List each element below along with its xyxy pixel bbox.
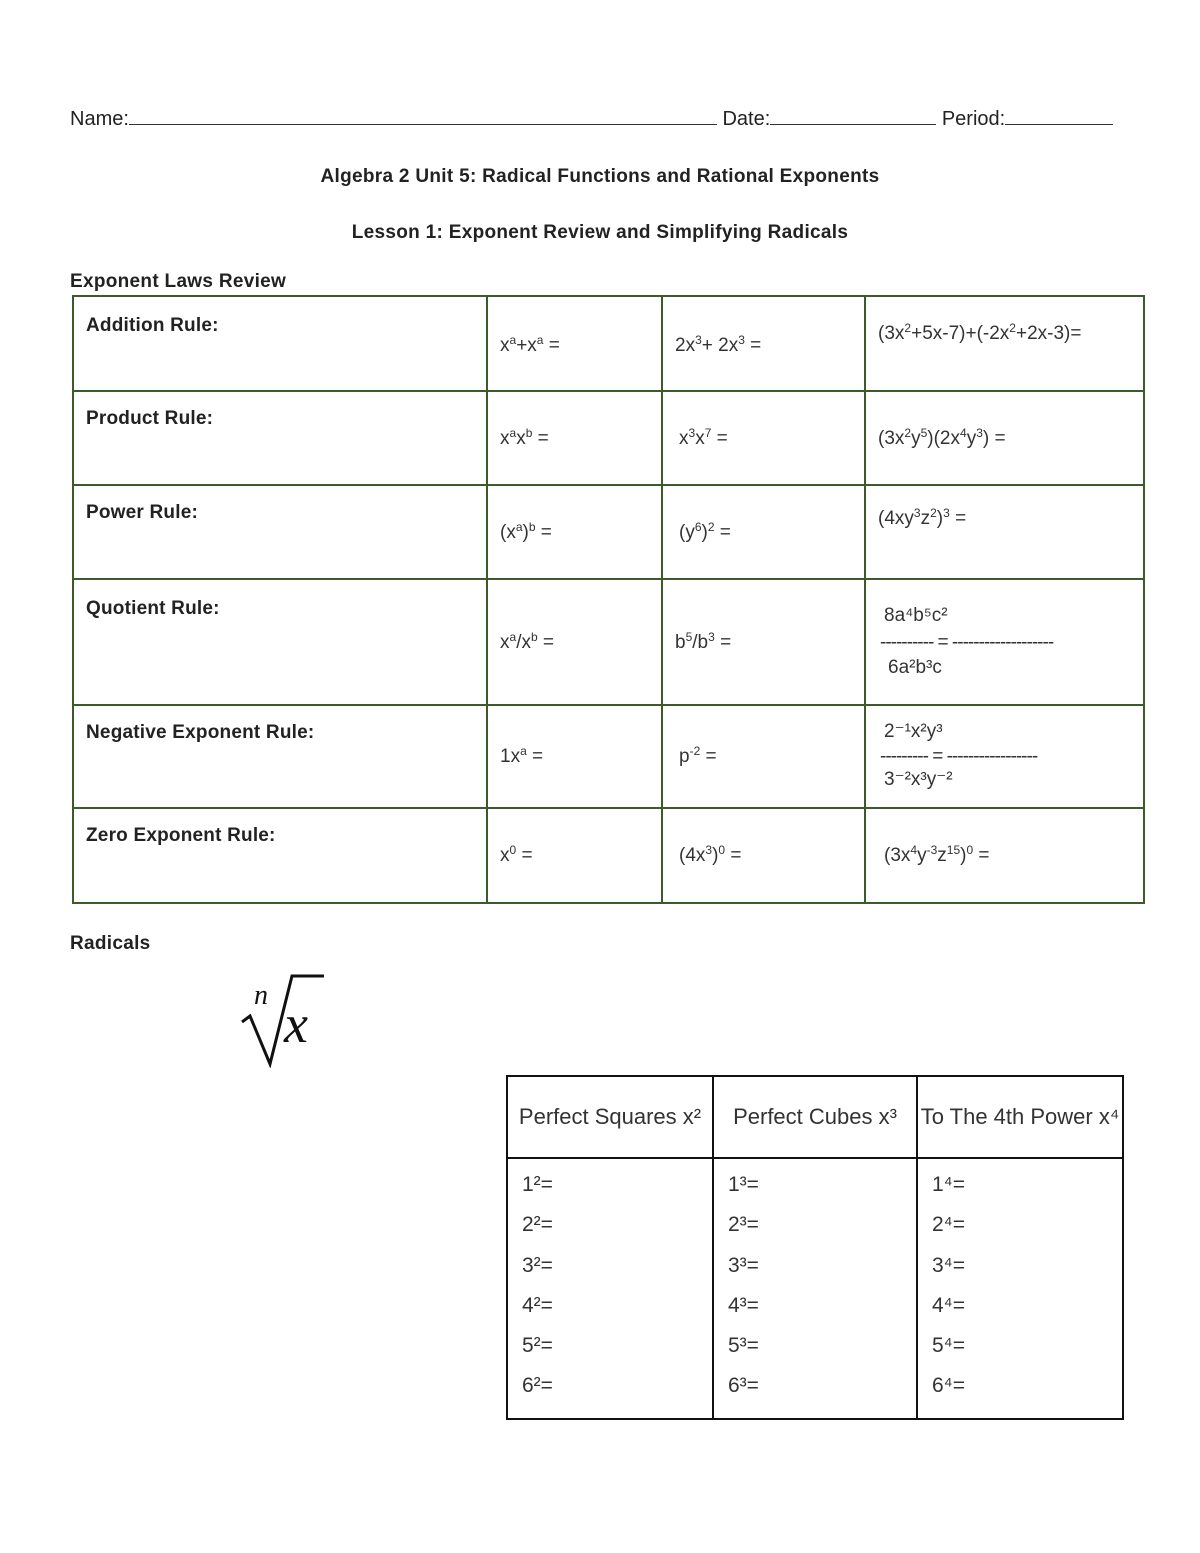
table-row <box>73 391 1144 485</box>
expression: $x^ax^b$ = <box>500 426 549 449</box>
rule-cell <box>73 485 487 579</box>
radicand: x <box>284 994 308 1054</box>
expression: $x^a+x^a$ = <box>500 333 560 356</box>
expression: $p^{-2}$ = <box>679 744 717 767</box>
expr-cell[interactable] <box>487 579 662 705</box>
expr-cell[interactable] <box>865 705 1144 808</box>
exponent-laws-table <box>72 295 1145 904</box>
rule-cell <box>73 296 487 391</box>
expression: $x^a/x^b$ = <box>500 630 555 653</box>
powers-body-row <box>507 1158 1123 1419</box>
expression: $(3x^2y^5)(2x^4y^3)$ = <box>878 426 1006 449</box>
fraction-denominator: 6a²b³c <box>888 657 942 678</box>
rule-cell <box>73 705 487 808</box>
expr-cell[interactable] <box>487 296 662 391</box>
list-item: 2³= <box>728 1213 759 1237</box>
rule-label: Product Rule: <box>86 408 214 429</box>
expression: $x^0$ = <box>500 843 533 866</box>
lesson-title: Lesson 1: Exponent Review and Simplifying Radicals <box>351 222 849 243</box>
name-blank[interactable] <box>129 106 717 125</box>
expression: $(x^a)^b$ = <box>500 520 552 543</box>
list-item: 5⁴= <box>932 1334 965 1358</box>
expr-cell[interactable] <box>662 391 865 485</box>
rule-label: Addition Rule: <box>86 315 219 336</box>
rule-label: Power Rule: <box>86 502 198 523</box>
list-item: 3⁴= <box>932 1253 965 1277</box>
expression: $(4xy^3z^2)^3$ = <box>878 506 967 529</box>
expr-cell[interactable] <box>662 485 865 579</box>
squares-column[interactable] <box>507 1158 713 1419</box>
list-item: 4⁴= <box>932 1293 965 1317</box>
list-item: 6²= <box>522 1374 553 1398</box>
expr-cell[interactable] <box>662 705 865 808</box>
list-item: 5³= <box>728 1334 759 1358</box>
table-row <box>73 579 1144 705</box>
list-item: 2⁴= <box>932 1213 965 1237</box>
nth-root-symbol <box>240 972 330 1068</box>
page-title: Algebra 2 Unit 5: Radical Functions and Rational Exponents <box>320 166 880 187</box>
name-label: Name: <box>70 108 129 130</box>
expr-cell[interactable] <box>662 579 865 705</box>
rule-label: Quotient Rule: <box>86 598 220 619</box>
expr-cell[interactable] <box>487 391 662 485</box>
list-item: 1²= <box>522 1173 553 1196</box>
header-perfect-squares: Perfect Squares x² <box>507 1076 713 1158</box>
rule-cell <box>73 808 487 903</box>
table-row <box>73 705 1144 808</box>
expr-cell[interactable] <box>487 485 662 579</box>
expression: $1x^a$ = <box>500 744 544 767</box>
period-blank[interactable] <box>1005 106 1113 125</box>
fourth-column[interactable] <box>917 1158 1123 1419</box>
list-item: 4²= <box>522 1293 553 1317</box>
header-fields <box>70 106 1113 131</box>
list-item: 2²= <box>522 1213 553 1237</box>
fraction-numerator: 2⁻¹x²y³ <box>884 721 943 742</box>
powers-table <box>506 1075 1124 1420</box>
expr-cell[interactable] <box>865 391 1144 485</box>
powers-header-row <box>507 1076 1123 1158</box>
table-row <box>73 808 1144 903</box>
radical-index: n <box>254 980 268 1011</box>
fraction-numerator: 8a⁴b⁵c² <box>884 605 948 626</box>
expression: $(3x^2+5x-7)+(-2x^2+2x-3)=$ <box>878 321 1082 344</box>
header-fourth-power: To The 4th Power x⁴ <box>917 1076 1123 1158</box>
expression: $x^3x^7$ = <box>679 426 728 449</box>
period-label: Period: <box>941 108 1006 130</box>
rule-label: Negative Exponent Rule: <box>86 722 315 743</box>
expression: $2x^3+ 2x^3$ = <box>675 333 762 356</box>
cubes-column[interactable] <box>713 1158 917 1419</box>
fraction-denominator: 3⁻²x³y⁻² <box>884 769 953 790</box>
rule-cell <box>73 579 487 705</box>
expr-cell[interactable] <box>865 485 1144 579</box>
radicals-heading: Radicals <box>70 933 151 954</box>
list-item: 3³= <box>728 1253 759 1277</box>
header-perfect-cubes: Perfect Cubes x³ <box>713 1076 917 1158</box>
expr-cell[interactable] <box>865 808 1144 903</box>
table-row <box>73 296 1144 391</box>
exponent-section-heading: Exponent Laws Review <box>70 271 287 292</box>
date-label: Date: <box>722 108 771 130</box>
fraction-bar: --------- = ----------------- <box>880 746 1038 767</box>
expression: $(4x^3)^0$ = <box>679 843 742 866</box>
expr-cell[interactable] <box>487 705 662 808</box>
table-row <box>73 485 1144 579</box>
date-blank[interactable] <box>770 106 936 125</box>
expr-cell[interactable] <box>865 579 1144 705</box>
list-item: 1³= <box>728 1173 759 1196</box>
expr-cell[interactable] <box>662 808 865 903</box>
expression: $(y^6)^2$ = <box>679 520 731 543</box>
expr-cell[interactable] <box>487 808 662 903</box>
list-item: 6³= <box>728 1374 759 1398</box>
expr-cell[interactable] <box>662 296 865 391</box>
expression: $b^5/b^3$ = <box>675 630 732 653</box>
rule-cell <box>73 391 487 485</box>
list-item: 3²= <box>522 1253 553 1277</box>
expression: $(3x^4y^{-3}z^{15})^0$ = <box>884 843 990 866</box>
list-item: 1⁴= <box>932 1173 965 1196</box>
list-item: 4³= <box>728 1293 759 1317</box>
list-item: 5²= <box>522 1334 553 1358</box>
fraction-bar: ---------- = ------------------- <box>880 632 1054 653</box>
expr-cell[interactable] <box>865 296 1144 391</box>
list-item: 6⁴= <box>932 1374 965 1398</box>
rule-label: Zero Exponent Rule: <box>86 825 276 846</box>
